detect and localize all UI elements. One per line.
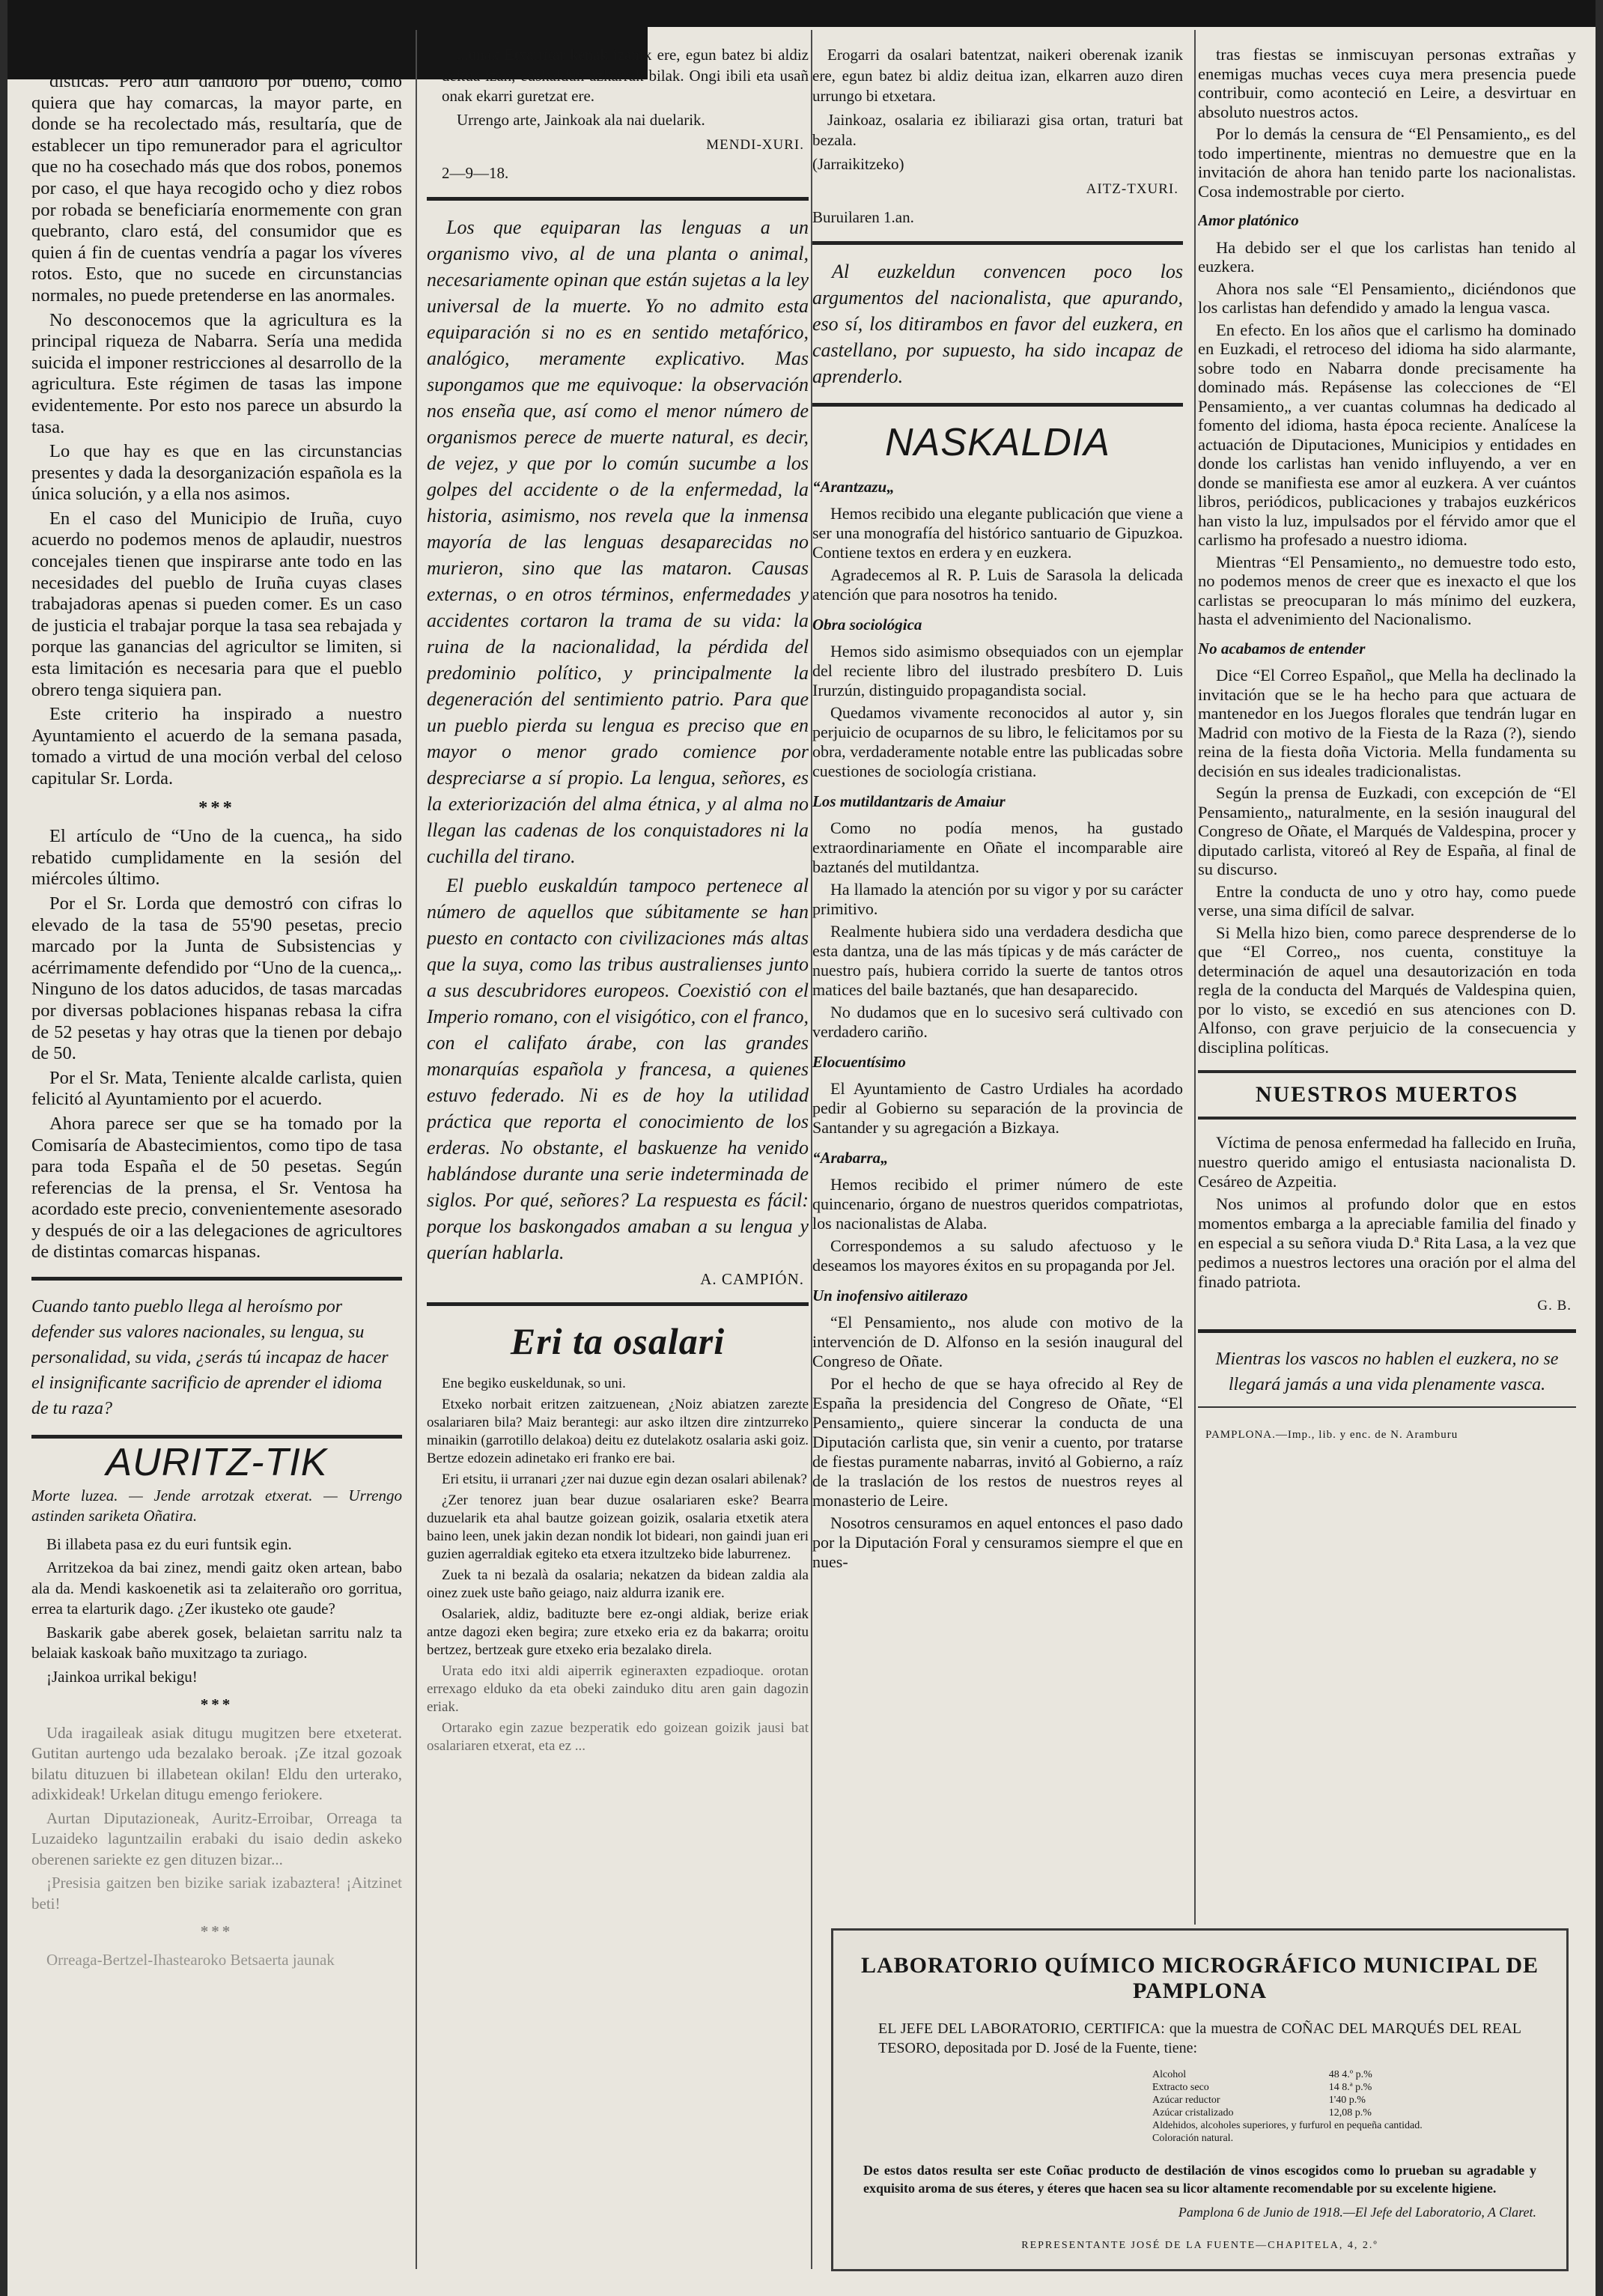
paragraph: Los que equiparan las lenguas a un organismo vivo, al de una planta o animal, necesariamente opinan que están sujetas a la ley universal de la muerte. Yo no admito esta equiparación si no es en sentido metafórico, analógico, meramente explicativo. Mas supongamos que me equivoque: la observación nos enseña que, así como el menor número de organismos perece de muerte natural, es decir, de vejez, y que por lo común sucumbe a los golpes del accidente o de la enfermedad, la historia, asimismo, nos revela que la inmensa mayoría de las lenguas desaparecidas no murieron, sino que las mataron. Causas externas, o en otros términos, enfermedades y accidentes cortaron la trama de su vida: la ruina de la nacionalidad, la pérdida del predominio político, y principalmente la degeneración del sentimiento patrio. Para que un pueblo pierda su lengua es preciso que en mayor o menor grado comience por despreciarse a sí propio. La lengua, señores, es la exteriorización del alma étnica, y al alma no llegan las cadenas de los conquistadores ni la cuchilla del tirano. — [427, 216, 809, 867]
section-title-muertos: NUESTROS MUERTOS — [1198, 1070, 1576, 1120]
divider — [812, 241, 1183, 245]
article-subtitle: Morte luzea. — Jende arrotzak etxerat. — Urrengo astinden sariketa Oñatira. — [31, 1486, 402, 1525]
divider — [1198, 1406, 1576, 1408]
column-rule — [1194, 30, 1196, 1925]
divider — [812, 403, 1183, 407]
paragraph: ¡Presisia gaitzen ben bizike sariak izabaztera! ¡Aitzinet beti! — [31, 1874, 402, 1913]
divider — [1198, 1329, 1576, 1333]
paragraph: ¿Zer tenorez juan bear duzue osalariaren eske? Bearra duzuelarik eta ahal bautze goizean goizik, osalaria etxetik atera baino leen, unek jakin dezan nondik lot bideari, non gaindi juan eri guzien agerraldiak egiteko eta etxera itzultzeko bide laburrenez. — [427, 1492, 809, 1562]
ad-certificate: EL JEFE DEL LABORATORIO, CERTIFICA: que la muestra de COÑAC DEL MARQUÉS DEL REAL TESORO, depositada por D. José de la Fuente, tiene: — [878, 2020, 1521, 2056]
paragraph: Erogarri da osalari batentzat, naikeri oberenak izanik ere, egun batez bi aldiz deitua izan, elkarren auzo diren urrungo bi etxetara. — [812, 46, 1183, 105]
scan-border — [7, 0, 1596, 27]
paragraph: Orreaga-Bertzel-Ihastearoko Betsaerta jaunak — [46, 1950, 335, 1969]
table-row — [1148, 2068, 1427, 2081]
paragraph: Ha llamado la atención por su vigor y por su carácter primitivo. — [812, 880, 1183, 918]
paragraph: Víctima de penosa enfermedad ha fallecido en Iruña, nuestro querido amigo el entusiasta nacionalista D. Cesáreo de Azpeitia. — [1198, 1133, 1576, 1191]
table-row — [1148, 2119, 1427, 2132]
paragraph: El artículo de “Uno de la cuenca„ ha sido rebatido cumplidamente en la sesión del miércoles último. — [31, 826, 402, 890]
paragraph: dísticas. Pero aun dándolo por bueno, como quiera que hay comarcas, la mayor parte, en donde se ha recolectado más, resultaría, que de establecer un tipo remunerador para el agricultor que no ha cosechado más que dos robos, ponemos por caso, el que haya recogido ocho y diez robos por robada se beneficiaría enormemente con gran quebranto, claro está, del consumidor que es quien á fin de cuentas vendría a pagar los víveres rotos. Esto, que no sucede en circunstancias normales, no puede pretenderse en las anormales. — [31, 71, 402, 306]
column-3 — [812, 45, 1183, 1962]
paragraph: Ene begiko euskeldunak, so uni. — [442, 1376, 626, 1391]
table-row — [1148, 2094, 1427, 2107]
table-cell: 14 8.ª p.% — [1328, 2082, 1372, 2093]
pull-quote: Cuando tanto pueblo llega al heroísmo por defender sus valores nacionales, su lengua, su personalidad, su vida, ¿serás tú incapaz de hacer el insignificante sacrificio de aprender el idioma de tu raza? — [31, 1297, 389, 1419]
analysis-table — [1148, 2068, 1427, 2145]
paragraph: Según la prensa de Euzkadi, con excepción de “El Pensamiento„ naturalmente, en la sesión inaugural del Congreso de Oñate, el Marqués de Valdespina, procer y diputado carlista, vitoreó al Rey de España, al final de su discurso. — [1198, 783, 1576, 878]
table-cell: Azúcar cristalizado — [1152, 2107, 1234, 2119]
paragraph: Mientras “El Pensamiento„ no demuestre todo esto, no podemos menos de creer que es inexacto el que los carlistas se preocuparan lo más mínimo del euzkera, hasta el advenimiento del Nacionalismo. — [1198, 552, 1576, 628]
paragraph: Por el Sr. Mata, Teniente alcalde carlista, quien felicitó al Ayuntamiento por el acuerdo. — [31, 1067, 402, 1110]
paragraph: Realmente hubiera sido una verdadera desdicha que esta dantza, una de las más típicas y de más carácter de nuestro país, hubiera corrido la suerte de tantos otros matices del baile baztanés, que han desaparecido. — [812, 922, 1183, 999]
column-rule — [416, 30, 417, 2269]
paragraph: ...unak Etxarritar kenak izanik ere, egun batez bi aldiz deitua izan, euskaldun azkarrak bilak. Ongi ibili eta usañ onak ekarri guretzat ere. — [442, 46, 809, 105]
paragraph: Etxeko norbait eritzen zaitzuenean, ¿Noiz abiatzen zarezte osalariaren bila? Maiz berantegi: aur asko iltzen dire zintzurreko minaikin (garrotillo delakoa) deitu ez dutelakotz osalaria aski goiz. Bertze edozein adinetako eri franko ere bai. — [427, 1397, 809, 1466]
section-heading: Obra sociológica — [812, 616, 922, 634]
paragraph: Entre la conducta de uno y otro hay, como puede verse, una sima difícil de salvar. — [1198, 881, 1576, 920]
lab-advertisement — [831, 1928, 1569, 2271]
paragraph: Arritzekoa da bai zinez, mendi gaitz oken artean, babo ala da. Mendi kaskoenetik asi ta zelaiteraño oro gorritua, errea ta elarturik dago. ¿Zer ikusteko ote gaude? — [31, 1558, 402, 1618]
separator-stars: *** — [198, 797, 235, 818]
paragraph: “El Pensamiento„ nos alude con motivo de la intervención de D. Alfonso en la sesión inaugural del Congreso de Oñate. — [812, 1313, 1183, 1370]
table-row — [1148, 2107, 1427, 2119]
paragraph: Si Mella hizo bien, como parece desprenderse de lo que “El Correo„ nos cuenta, constituye la determinación de aquel una desautorización en toda regla de la conducta del Marqués de Valdespina quien, por lo visto, se excedió en sus atenciones con D. Alfonso, con grave perjuicio de la consecuencia y disciplina políticas. — [1198, 923, 1576, 1057]
table-cell: Aldehidos, alcoholes superiores, y furfurol en pequeña cantidad. — [1152, 2120, 1423, 2131]
paragraph: Eri etsitu, ii urranari ¿zer nai duzue egin dezan osalari abilenak? — [442, 1472, 807, 1487]
section-heading: “Arantzazu„ — [812, 478, 895, 496]
signature: A. CAMPIÓN. — [700, 1270, 804, 1288]
paragraph: Lo que hay es que en las circunstancias presentes y dada la desorganización española es la única solución, y a ella nos asimos. — [31, 441, 402, 505]
article-title-eri: Eri ta osalari — [510, 1320, 726, 1362]
ad-representative: REPRESENTANTE JOSÉ DE LA FUENTE—CHAPITELA, 4, 2.º — [1021, 2240, 1378, 2251]
paragraph: Baskarik gabe aberek gosek, belaietan sarritu nalz ta belaiak kaskoak baño muxitzago ta zuriago. — [31, 1623, 402, 1662]
table-row — [1148, 2132, 1427, 2145]
paragraph: Este criterio ha inspirado a nuestro Ayuntamiento el acuerdo de la semana pasada, tomado a virtud de una moción verbal del celoso capitular Sr. Lorda. — [31, 704, 402, 789]
paragraph: El pueblo euskaldún tampoco pertenece al número de aquellos que súbitamente se han puesto en contacto con civilizaciones más altas que la suya, como las tribus australienses junto a sus descubridores europeos. Coexistió con el Imperio romano, con el visigótico, con el franco, con el califato árabe, con las grandes monarquías española y francesa, a quienes estuvo federado. Ni es de hoy la utilidad práctica que reporta el conocimiento de los erderas. No obstante, el baskuenze ha venido hablándose durante una serie indeterminada de siglos. Por qué, señores? La respuesta es fácil: porque los baskongados amaban a su lengua y querían hablarla. — [427, 875, 809, 1263]
ad-note: De estos datos resulta ser este Coñac producto de destilación de vinos escogidos como lo prueban su agradable y exquisito aroma de sus éteres, y éteres que hacen sea su licor altamente recomendable por su excelente higiene. — [863, 2163, 1536, 2196]
paragraph: Dice “El Correo Español„ que Mella ha declinado la invitación que se le ha hecho para que actuara de mantenedor en los Juegos florales que tendrán lugar en Madrid con motivo de la Fiesta de la Raza (?), siendo reina de la fiesta doña Victoria. Mella fundamenta su decisión en sus ideales tradicionalistas. — [1198, 666, 1576, 780]
paragraph: En efecto. En los años que el carlismo ha dominado en Euzkadi, el retroceso del idioma ha sido alarmante, sobre todo en Nabarra donde precisamente ha dominado más. Repásense las colecciones de “El Pensamiento„ a ver cuantas columnas ha dedicado al fomento del idioma, hasta época reciente. Analícese la actuación de Diputaciones, Municipios y entidades en donde los carlistas han venido influyendo, a ver en donde se manifiesta ese amor al euzkera. A ver cuántos libros, periódicos, publicaciones y trabajos euzkéricos han visto la luz, impulsados por el férvido amor que el carlismo ha profesado a nuestro idioma. — [1198, 320, 1576, 549]
paragraph: Agradecemos al R. P. Luis de Sarasola la delicada atención que para nosotros ha tenido. — [812, 565, 1183, 604]
separator-stars: *** — [200, 1695, 234, 1714]
paragraph: Como no podía menos, ha gustado extraordinariamente en Oñate el incomparable aire baztanés del mutildantza. — [812, 819, 1183, 876]
section-heading: No acabamos de entender — [1198, 639, 1366, 657]
pull-quote: Mientras los vascos no hablen el euzkera, no se llegará jamás a una vida plenamente vasca. — [1215, 1349, 1559, 1394]
paragraph: Ortarako egin zazue bezperatik edo goizean goizik jausi bat osalariaren etxerat, eta ez ... — [427, 1720, 809, 1754]
paragraph: Uda iragaileak asiak ditugu mugitzen bere etxeterat. Gutitan aurtengo uda bezalako beroak. ¡Ze itzal gozoak bilatu dituzuen bi illabetean okilan! Eldu den urterako, adixkideak! Urkelan ditugu emengo feriokere. — [31, 1723, 402, 1804]
ad-title: LABORATORIO QUÍMICO MICROGRÁFICO MUNICIPAL DE PAMPLONA — [860, 1953, 1539, 2003]
ad-date: Pamplona 6 de Junio de 1918.—El Jefe del Laboratorio, A Claret. — [1178, 2205, 1536, 2220]
divider — [427, 197, 809, 201]
paragraph: Por el Sr. Lorda que demostró con cifras lo elevado de la tasa de 55'90 pesetas, precio marcado por la Junta de Subsistencias y acérrimamente defendido por “Uno de la cuenca„. Ninguno de los datos aducidos, de tasas marcadas por diversas poblaciones hispanas rebasa la cifra de 52 pesetas y hay otras que la tienen por debajo de 50. — [31, 893, 402, 1064]
paragraph: Nos unimos al profundo dolor que en estos momentos embarga a la apreciable familia del finado y en especial a su señora viuda D.ª Rita Lasa, a la vez que pedimos a nuestros lectores una oración por el alma del finado patriota. — [1198, 1194, 1576, 1291]
table-cell: Extracto seco — [1152, 2082, 1209, 2093]
signature: G. B. — [1537, 1298, 1572, 1313]
section-heading: Amor platónico — [1198, 211, 1299, 229]
paragraph: ¡Jainkoa urrikal bekigu! — [46, 1667, 198, 1686]
section-heading: Elocuentísimo — [812, 1053, 906, 1071]
article-title-auritz: AURITZ-TIK — [106, 1441, 328, 1485]
paragraph: Por el hecho de que se haya ofrecido al Rey de España la presidencia del Congreso de Oñate, “El Pensamiento„ quiere sincerar la conducta de una Diputación carlista que, sin venir a cuento, por tratarse de fiestas puramente nabarras, invitó al Gobierno, a raíz de la traslación de los restos de nuestros reyes al monasterio de Leire. — [812, 1374, 1183, 1510]
table-row — [1148, 2081, 1427, 2094]
divider — [31, 1435, 402, 1439]
column-4 — [1198, 45, 1576, 1932]
table-cell: Alcohol — [1152, 2069, 1187, 2080]
paragraph: Zuek ta ni bezalà da osalaria; nekatzen da bidean zaldia ala oinez zuek uste baño geiago, naiz aldurra izanik ere. — [427, 1567, 809, 1601]
paragraph: Aurtan Diputazioneak, Auritz-Erroibar, Orreaga ta Luzaideko laguntzailin erabaki du isaio dedin askeko oberenen sariekte ez gen dituzen bizar... — [31, 1808, 402, 1868]
divider — [31, 1277, 402, 1281]
pull-quote: Al euzkeldun convencen poco los argumentos del nacionalista, que apurando, eso sí, los ditirambos en favor del euzkera, en castellano, por supuesto, ha sido incapaz de aprenderlo. — [812, 261, 1183, 387]
separator-stars: *** — [200, 1922, 234, 1941]
paragraph: Hemos sido asimismo obsequiados con un ejemplar del reciente libro del ilustrado presbítero D. Luis Irurzún, distinguido propagandista social. — [812, 642, 1183, 699]
signature: AITZ-TXURI. — [1086, 181, 1178, 197]
paragraph: No desconocemos que la agricultura es la principal riqueza de Nabarra. Sería una medida suicida el imponer restricciones al desarrollo de la agricultura. Este régimen de tasas las impone evidentemente. Por esto nos parece un absurdo la tasa. — [31, 309, 402, 437]
column-2 — [427, 45, 809, 2247]
table-cell: 48 4.º p.% — [1328, 2069, 1372, 2080]
section-heading: Un inofensivo aitilerazo — [812, 1287, 968, 1305]
dateline: Buruilaren 1.an. — [812, 207, 914, 226]
paragraph: tras fiestas se inmiscuyan personas extrañas y enemigas muchas veces cuya mera presencia puede contribuir, como aconteció en Leire, a desvirtuar en absoluto nuestros actos. — [1198, 45, 1576, 121]
paragraph: Jainkoaz, osalaria ez ibiliarazi gisa ortan, traturi bat bezala. — [812, 110, 1183, 149]
section-heading: Los mutildantzaris de Amaiur — [812, 792, 1006, 810]
table-cell: 1'40 p.% — [1328, 2095, 1366, 2106]
newspaper-page — [7, 0, 1596, 2296]
paragraph: Urrengo arte, Jainkoak ala nai duelarik. — [457, 110, 705, 129]
paragraph: Hemos recibido una elegante publicación que viene a ser una monografía del histórico santuario de Gipuzkoa. Contiene textos en erdera y en euzkera. — [812, 504, 1183, 562]
paragraph: Hemos recibido el primer número de este quincenario, órgano de nuestros queridos compatriotas, los nacionalistas de Alaba. — [812, 1175, 1183, 1233]
continued-note: (Jarraikitzeko) — [812, 154, 904, 173]
section-title-naskaldia: NASKALDIA — [885, 421, 1110, 464]
paragraph: Nosotros censuramos en aquel entonces el paso dado por la Diputación Foral y censuramos siempre el que en nues- — [812, 1513, 1183, 1571]
paragraph: No dudamos que en lo sucesivo será cultivado con verdadero cariño. — [812, 1003, 1183, 1041]
table-cell: Azúcar reductor — [1152, 2095, 1220, 2106]
paragraph: Quedamos vivamente reconocidos al autor y, sin perjuicio de ocuparnos de su libro, le felicitamos por su obra, verdaderamente notable entre las publicadas sobre cuestiones de sociología cristiana. — [812, 703, 1183, 780]
paragraph: Ha debido ser el que los carlistas han tenido al euzkera. — [1198, 237, 1576, 276]
paragraph: Ahora nos sale “El Pensamiento„ diciéndonos que los carlistas han defendido y amado la lengua vasca. — [1198, 279, 1576, 317]
section-heading: “Arabarra„ — [812, 1149, 889, 1167]
divider — [427, 1302, 809, 1306]
signature: MENDI-XURI. — [706, 137, 804, 153]
dateline: 2—9—18. — [442, 163, 509, 182]
paragraph: Ahora parece ser que se ha tomado por la Comisaría de Abastecimientos, como tipo de tasa para toda España el de 50 pesetas. Según referencias de la prensa, el Sr. Ventosa ha acordado este precio, convenientemente asesorado y después de oir a las delegaciones de agricultores de distintas comarcas hispanas. — [31, 1113, 402, 1263]
paragraph: Correspondemos a su saludo afectuoso y le deseamos los mayores éxitos en su propaganda por Jel. — [812, 1236, 1183, 1275]
paragraph: Bi illabeta pasa ez du euri funtsik egin. — [46, 1534, 292, 1553]
paragraph: Por lo demás la censura de “El Pensamiento„ es del todo impertinente, mientras no demuestre que en la invitación de ahora han tenido parte los nacionalistas. Cosa indemostrable por cierto. — [1198, 124, 1576, 201]
table-cell: Coloración natural. — [1152, 2133, 1234, 2144]
imprint: PAMPLONA.—Imp., lib. y enc. de N. Aramburu — [1205, 1429, 1458, 1441]
column-1 — [31, 71, 402, 2258]
paragraph: Urata edo itxi aldi aiperrik egineraxten ezpadioque. orotan errexago elduko da eta obeki zainduko ditu aren gain dagozin eriak. — [427, 1663, 809, 1715]
paragraph: El Ayuntamiento de Castro Urdiales ha acordado pedir al Gobierno su separación de la provincia de Santander y su agregación a Bizkaya. — [812, 1079, 1183, 1137]
paragraph: En el caso del Municipio de Iruña, cuyo acuerdo no podemos menos de aplaudir, nuestros concejales tienen que inspirarse ante todo en las necesidades del pueblo de Iruña cuyas clases trabajadoras apenas si pueden comer. Es un caso de justicia el trabajar porque la tasa sea rebajada y porque las ganancias del agricultor se limiten, si esta limitación es necesaria para que el pueblo obrero tenga siquiera pan. — [31, 508, 402, 700]
paragraph: Osalariek, aldiz, badituzte bere ez-ongi aldiak, berize eriak antze dagozi eken begira; zure etxeko eria ez da bakarra; oroitu bertzez, bertzeak gure etxeko eria bezalako direla. — [427, 1606, 809, 1658]
table-cell: 12,08 p.% — [1328, 2107, 1372, 2119]
